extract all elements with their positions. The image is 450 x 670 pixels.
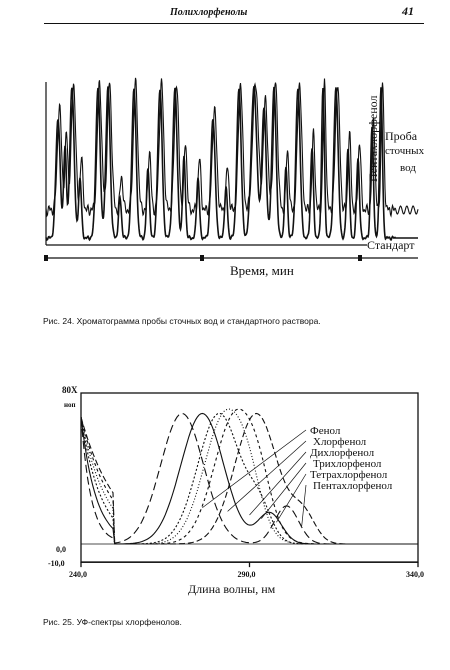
page-number: 41 [402,4,414,18]
sample-label-2: сточных [385,145,425,157]
sample-label-3: вод [400,162,416,174]
standard-trace [46,86,418,240]
uv-x-label: Длина волны, нм [188,582,276,596]
legend-label: Трихлорфенол [313,458,382,470]
legend-leader [228,441,306,511]
uv-spectra-legend [202,425,392,526]
legend-label: Дихлорфенол [310,447,375,459]
sample-label: Проба [385,129,418,143]
x-tick-label: 290,0 [237,570,256,580]
uv-spectra-figure [0,378,450,608]
y-top-label: 80X [62,385,78,395]
figure-24-caption: Рис. 24. Хроматограмма пробы сточных вод и стандартного раствора. [43,316,321,326]
legend-label: Фенол [310,425,341,437]
x-tick-label: 240,0 [69,570,87,580]
chromatogram-x-label: Время, мин [230,263,294,278]
legend-label: Тетрахлорфенол [310,469,388,481]
legend-label: Хлорфенол [313,436,367,448]
chromatogram-figure [0,40,450,290]
running-title: Полихлорфенолы [170,7,248,18]
header-rule [44,23,424,24]
legend-label: Пентахлорфенол [313,480,393,492]
time-tick [44,255,48,261]
y-bottom-label: -10,0 [48,559,65,568]
time-tick [358,255,362,261]
standard-label: Стандарт [367,238,415,252]
legend-leader [302,485,306,526]
pentachlorophenol-peak-label: Пентахлорфенол [366,95,380,182]
figure-25-caption: Рис. 25. УФ-спектры хлорфенолов. [43,617,182,627]
x-tick-label: 340,0 [406,570,424,580]
time-tick [200,255,204,261]
y-top-unit: ноп [64,401,76,409]
y-zero-label: 0,0 [56,545,66,554]
running-head [0,0,450,24]
